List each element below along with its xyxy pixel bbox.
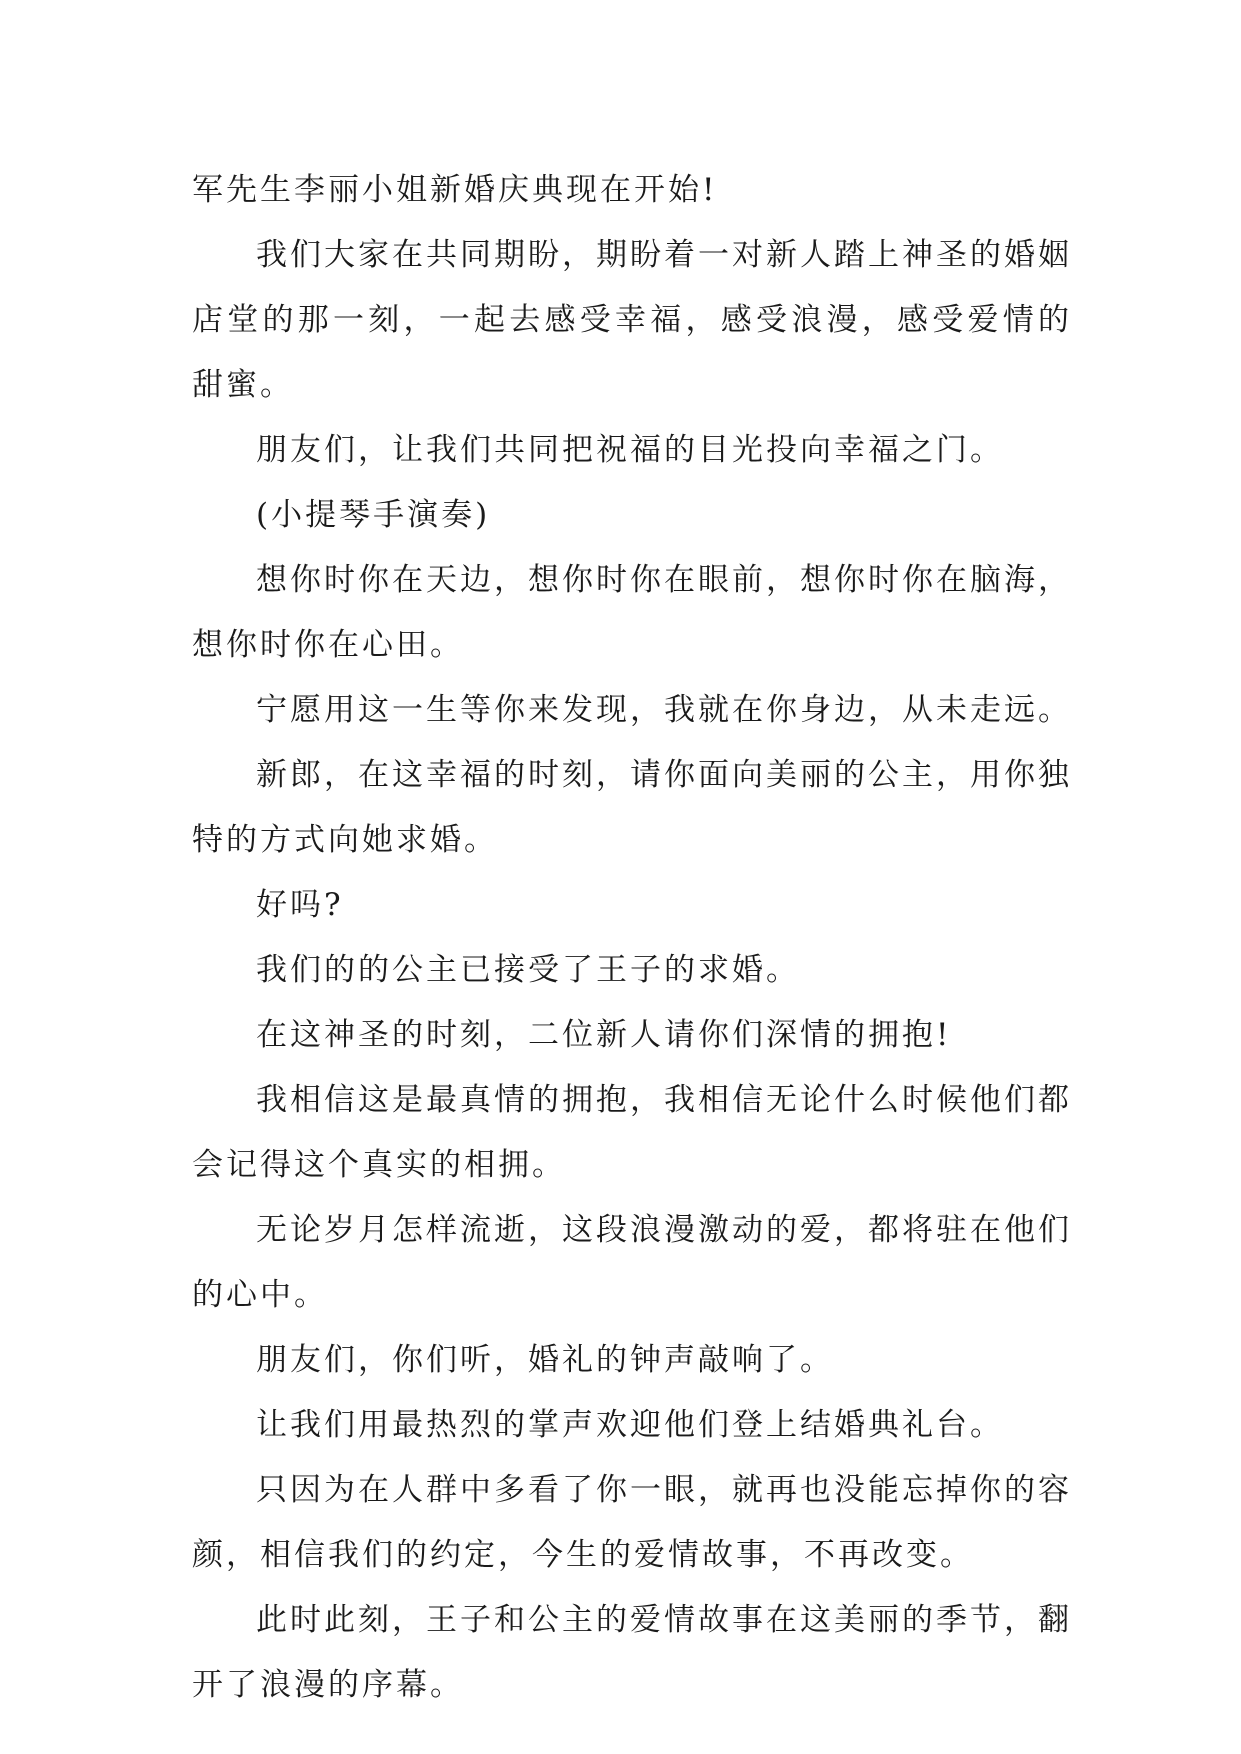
paragraph: 军先生李丽小姐新婚庆典现在开始! <box>192 172 718 208</box>
paragraph: 无论岁月怎样流逝，这段浪漫激动的爱，都将驻在他们的心中。 <box>192 1212 1072 1313</box>
paragraph: 好吗? <box>256 887 344 923</box>
paragraph: 朋友们，你们听，婚礼的钟声敲响了。 <box>256 1342 834 1378</box>
paragraph: 只因为在人群中多看了你一眼，就再也没能忘掉你的容颜，相信我们的约定，今生的爱情故事，不再改变。 <box>192 1472 1072 1573</box>
paragraph: 让我们用最热烈的掌声欢迎他们登上结婚典礼台。 <box>256 1407 1004 1443</box>
paragraph: 宁愿用这一生等你来发现，我就在你身边，从未走远。 <box>256 692 1072 728</box>
paragraph: 想你时你在天边，想你时你在眼前，想你时你在脑海，想你时你在心田。 <box>192 562 1072 663</box>
paragraph: 我相信这是最真情的拥抱，我相信无论什么时候他们都会记得这个真实的相拥。 <box>192 1082 1072 1183</box>
paragraph: (小提琴手演奏) <box>256 497 491 533</box>
paragraph: 朋友们，让我们共同把祝福的目光投向幸福之门。 <box>256 432 1004 468</box>
paragraph: 此时此刻，王子和公主的爱情故事在这美丽的季节，翻开了浪漫的序幕。 <box>192 1602 1072 1703</box>
paragraph: 我们的的公主已接受了王子的求婚。 <box>256 952 800 988</box>
paragraph: 在这神圣的时刻，二位新人请你们深情的拥抱! <box>256 1017 952 1053</box>
paragraph: 我们大家在共同期盼，期盼着一对新人踏上神圣的婚姻店堂的那一刻，一起去感受幸福，感受浪漫，感受爱情的甜蜜。 <box>192 237 1072 403</box>
document-body <box>192 158 1072 1718</box>
paragraph: 新郎，在这幸福的时刻，请你面向美丽的公主，用你独特的方式向她求婚。 <box>192 757 1072 858</box>
